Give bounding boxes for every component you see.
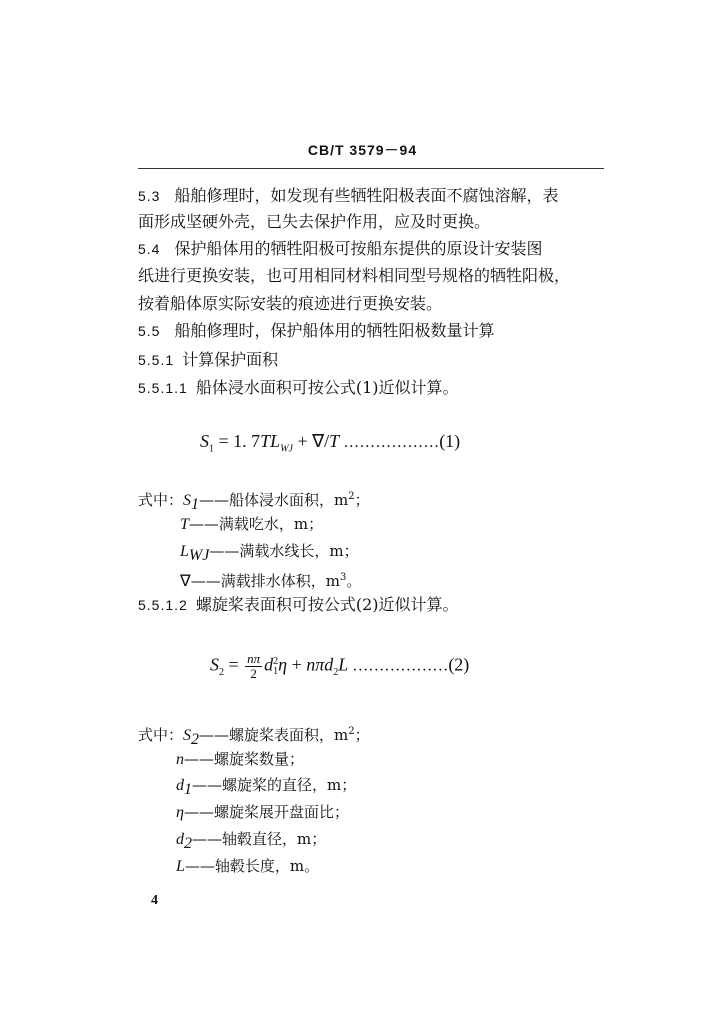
where-item <box>180 514 323 535</box>
def-dash: —— <box>192 776 222 794</box>
def-description: 船体浸水面积，m <box>229 491 349 509</box>
formula-symbol: d <box>264 654 274 675</box>
section-5-5 <box>138 321 494 341</box>
section-text: 螺旋桨表面积可按公式(2)近似计算。 <box>195 595 459 614</box>
formula-symbol: nπd <box>306 654 334 675</box>
def-dash: —— <box>199 491 230 509</box>
formula-symbol: T <box>329 431 340 451</box>
header-rule <box>138 168 604 169</box>
formula-subscript: WJ <box>280 443 293 455</box>
fraction-numerator: nπ <box>247 651 261 666</box>
where-intro: 式中： <box>138 726 184 744</box>
section-5-5-1-2 <box>138 595 459 615</box>
def-dash: —— <box>183 803 214 821</box>
formula-symbol: S <box>210 654 219 675</box>
formula-symbol: L <box>338 654 349 675</box>
section-number: 5.3 <box>138 188 161 204</box>
formula-subscript: 2 <box>333 667 339 679</box>
fraction-denominator: 2 <box>250 666 257 681</box>
def-subscript: 1 <box>191 496 200 513</box>
standard-code-header: CB/T 3579－94 <box>307 142 418 158</box>
def-subscript: WJ <box>188 547 210 564</box>
section-number: 5.5.1 <box>138 352 175 368</box>
def-symbol: ∇ <box>180 573 191 590</box>
formula-symbol: η <box>278 654 288 675</box>
formula-subscript: 1 <box>273 665 279 677</box>
where-item <box>180 568 361 592</box>
section-5-5-1-1 <box>138 378 459 398</box>
def-description: 轴毂长度，m。 <box>214 857 320 875</box>
section-5-5-1 <box>138 350 278 370</box>
page-number: 4 <box>151 893 158 908</box>
section-5-4-line-1 <box>138 239 542 259</box>
formula-symbol: L <box>270 431 281 451</box>
def-symbol: η <box>176 804 184 821</box>
formula-text: + <box>287 654 307 675</box>
where-item <box>176 749 304 770</box>
where-item <box>176 802 349 823</box>
def-symbol: S <box>183 727 192 744</box>
def-symbol: d <box>176 831 184 848</box>
section-text: 船体浸水面积可按公式(1)近似计算。 <box>195 378 459 397</box>
def-description: 螺旋桨展开盘面比； <box>213 803 349 821</box>
formula-leader-dots: ……………… <box>339 434 440 451</box>
def-dash: —— <box>190 572 221 590</box>
section-text: 保护船体用的牺牲阳极可按船东提供的原设计安装图 <box>174 239 543 258</box>
where-item <box>180 541 359 566</box>
where-item <box>176 856 319 877</box>
section-number: 5.5.1.1 <box>138 380 188 396</box>
def-dash: —— <box>188 515 219 533</box>
section-text: 计算保护面积 <box>182 350 279 369</box>
formula-2 <box>210 652 469 684</box>
formula-subscript: 1 <box>209 443 214 455</box>
section-5-4-line-2: 纸进行更换安装，也可用相同材料相同型号规格的牺牲阳极， <box>138 266 571 285</box>
formula-text: = <box>224 654 244 675</box>
section-number: 5.4 <box>138 241 161 257</box>
where-item <box>176 775 356 800</box>
formula-1 <box>200 430 460 461</box>
def-symbol: S <box>183 492 192 509</box>
section-5-3-line-1 <box>138 186 558 206</box>
formula-leader-dots: ……………… <box>348 657 449 675</box>
formula-subscript: 2 <box>219 667 224 679</box>
def-end: 。 <box>346 572 362 590</box>
def-dash: —— <box>184 857 215 875</box>
def-dash: —— <box>209 542 240 560</box>
def-superscript: 2 <box>348 491 355 502</box>
def-subscript: 2 <box>184 835 192 852</box>
def-description: 满载排水体积，m <box>220 572 340 590</box>
def-symbol: L <box>180 543 189 560</box>
where-item <box>176 829 326 854</box>
def-end: ； <box>354 491 370 509</box>
formula-text: = 1. 7 <box>214 431 261 451</box>
formula-label: (1) <box>439 431 461 451</box>
where-item <box>138 722 370 750</box>
def-description: 轴毂直径，m； <box>222 830 327 848</box>
where-item <box>138 487 370 515</box>
def-subscript: 2 <box>191 731 200 748</box>
section-text: 船舶修理时，如发现有些牺牲阳极表面不腐蚀溶解，表 <box>174 186 559 205</box>
section-5-4-line-3: 按着船体原实际安装的痕迹进行更换安装。 <box>138 294 443 313</box>
def-superscript: 2 <box>348 726 355 737</box>
def-symbol: n <box>176 751 184 768</box>
section-number: 5.5.1.2 <box>138 597 188 613</box>
def-symbol: d <box>176 777 184 794</box>
section-number: 5.5 <box>138 323 161 339</box>
def-superscript: 3 <box>339 572 347 583</box>
formula-text: + ∇/ <box>292 431 330 451</box>
def-description: 满载吃水，m； <box>218 515 324 533</box>
def-end: ； <box>354 726 370 744</box>
def-description: 螺旋桨表面积，m <box>229 726 349 744</box>
section-text: 船舶修理时，保护船体用的牺牲阳极数量计算 <box>174 321 495 340</box>
def-description: 螺旋桨数量； <box>214 750 305 768</box>
def-description: 螺旋桨的直径，m； <box>222 776 357 794</box>
def-dash: —— <box>199 726 230 744</box>
def-dash: —— <box>184 750 214 768</box>
def-symbol: L <box>176 858 185 875</box>
def-subscript: 1 <box>184 781 192 798</box>
def-description: 满载水线长，m； <box>239 542 359 560</box>
formula-symbol: T <box>260 431 271 451</box>
def-dash: —— <box>192 830 222 848</box>
def-symbol: T <box>180 516 189 533</box>
formula-label: (2) <box>448 654 470 675</box>
section-5-3-line-2: 面形成坚硬外壳，已失去保护作用，应及时更换。 <box>138 212 491 231</box>
formula-superscript: 2 <box>273 655 279 667</box>
formula-fraction <box>245 652 262 681</box>
formula-symbol: S <box>200 431 209 451</box>
where-intro: 式中： <box>138 491 184 509</box>
